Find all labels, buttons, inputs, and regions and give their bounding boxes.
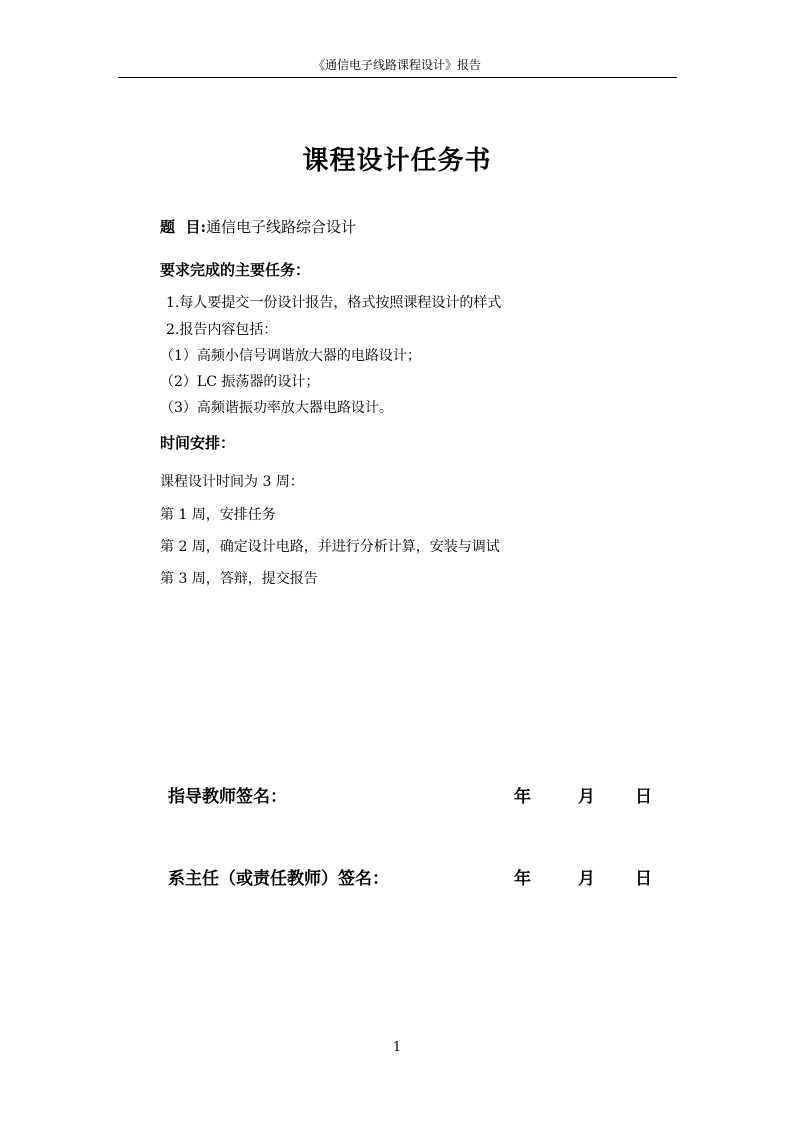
- tasks-heading: 要求完成的主要任务：: [160, 261, 311, 279]
- schedule-item: 第 2 周，确定设计电路，并进行分析计算，安装与调试: [160, 539, 500, 555]
- task-item: （2）LC 振荡器的设计；: [160, 374, 320, 390]
- task-item: 2.报告内容包括：: [166, 322, 278, 338]
- document-title: 课程设计任务书: [302, 146, 492, 176]
- task-item: （3）高频谐振功率放大器电路设计。: [160, 400, 393, 416]
- advisor-signature-label: 指导教师签名：: [168, 787, 287, 807]
- topic-label: 题 目:: [160, 218, 206, 236]
- header-rule: [118, 77, 677, 78]
- topic-line: [160, 216, 356, 237]
- topic-value: 通信电子线路综合设计: [205, 218, 356, 236]
- schedule-item: 第 3 周，答辩，提交报告: [160, 571, 318, 587]
- signature-month: 月: [578, 787, 595, 807]
- page-number: 1: [392, 1040, 402, 1055]
- page-header: 《通信电子线路课程设计》报告: [312, 58, 481, 72]
- schedule-item: 第 1 周，安排任务: [160, 507, 276, 523]
- signature-day: 日: [635, 869, 652, 889]
- schedule-heading: 时间安排：: [160, 434, 236, 452]
- task-item: （1）高频小信号调谐放大器的电路设计；: [160, 348, 421, 364]
- signature-year: 年: [514, 869, 531, 889]
- signature-day: 日: [635, 787, 652, 807]
- schedule-item: 课程设计时间为 3 周：: [160, 474, 304, 490]
- signature-year: 年: [514, 787, 531, 807]
- task-item: 1.每人要提交一份设计报告，格式按照课程设计的样式: [166, 295, 502, 311]
- signature-month: 月: [578, 869, 595, 889]
- department-head-signature-label: 系主任（或责任教师）签名：: [168, 869, 389, 889]
